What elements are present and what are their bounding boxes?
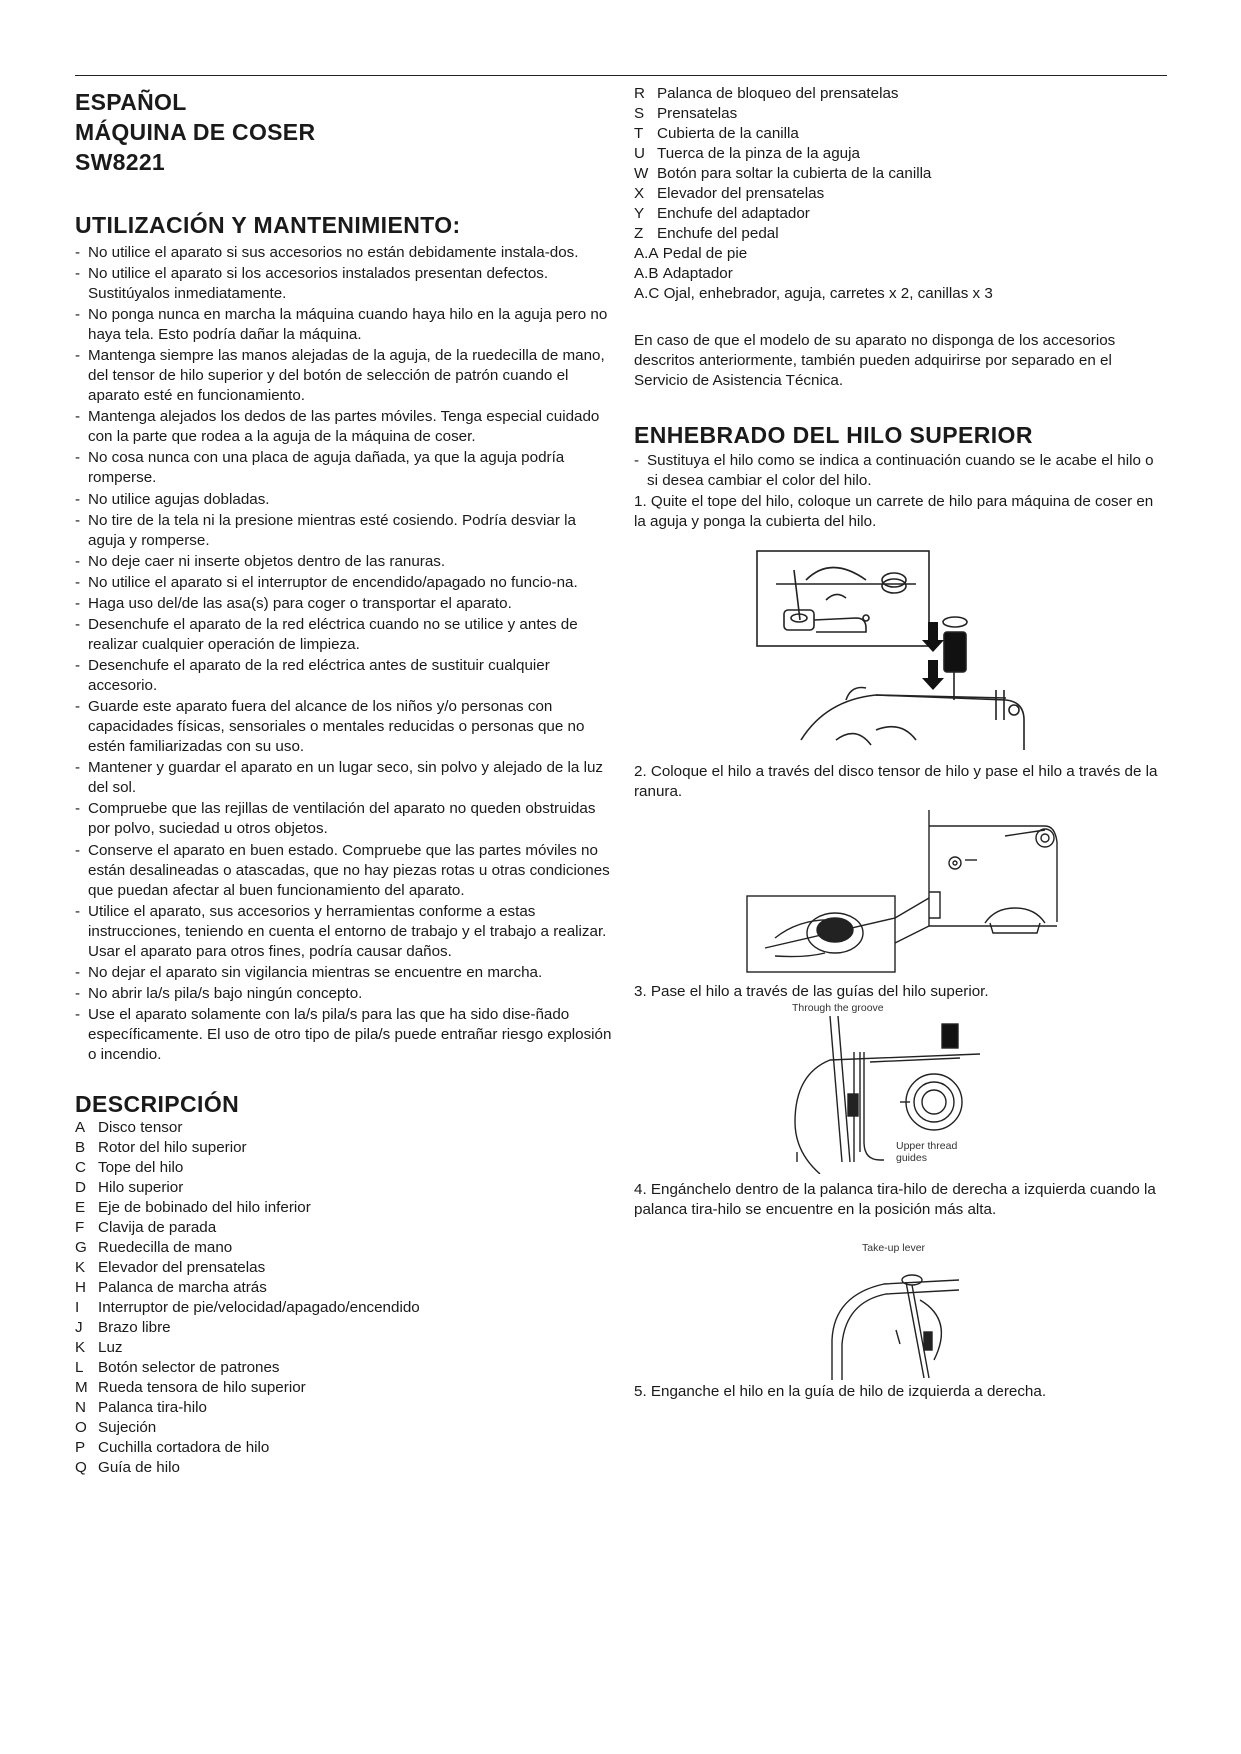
document-title (75, 87, 615, 177)
usage-item: - No utilice el aparato si sus accesorios no están debidamente instala-dos. (75, 243, 615, 263)
description-item: H Palanca de marcha atrás (75, 1278, 267, 1296)
threading-intro-list (634, 451, 1168, 491)
figure-tension-disc (745, 808, 1085, 976)
usage-item: - No deje caer ni inserte objetos dentro de las ranuras. (75, 552, 615, 572)
usage-list (75, 243, 615, 1065)
threading-heading: ENHEBRADO DEL HILO SUPERIOR (634, 422, 1033, 448)
step-1-text: 1. Quite el tope del hilo, coloque un carrete de hilo para máquina de coser en la aguja y ponga la cubierta del hilo. (634, 493, 1154, 531)
description-item: D Hilo superior (75, 1178, 184, 1196)
description-item: X Elevador del prensatelas (634, 185, 825, 202)
figure-thread-guides (760, 1002, 1000, 1174)
usage-item: - No utilice el aparato si el interruptor de encendido/apagado no funcio-na. (75, 573, 615, 593)
description-item: U Tuerca de la pinza de la aguja (634, 145, 860, 162)
description-item: F Clavija de parada (75, 1218, 217, 1236)
usage-item: - Haga uso del/de las asa(s) para coger o transportar el aparato. (75, 594, 615, 614)
description-item: N Palanca tira-hilo (75, 1398, 207, 1416)
threading-intro: - Sustituya el hilo como se indica a continuación cuando se le acabe el hilo o si desea cambiar el color del hilo. (634, 451, 1168, 491)
description-item: A.A Pedal de pie (634, 245, 748, 262)
description-item: T Cubierta de la canilla (634, 125, 799, 142)
description-item: A.C Ojal, enhebrador, aguja, carretes x 2, canillas x 3 (634, 285, 993, 302)
spool-diagram (756, 550, 1046, 760)
usage-item: - Guarde este aparato fuera del alcance de los niños y/o personas con capacidades físicas, sensoriales o mentales reducidas o personas que no estén familiarizadas con su uso. (75, 697, 615, 757)
description-heading: DESCRIPCIÓN (75, 1090, 240, 1117)
title-model: SW8221 (75, 149, 166, 175)
description-list (75, 1118, 615, 1478)
usage-item: - No utilice agujas dobladas. (75, 490, 615, 510)
description-item: I Interruptor de pie/velocidad/apagado/encendido (75, 1298, 420, 1316)
right-column (634, 84, 1168, 1402)
description-item: Q Guía de hilo (75, 1458, 180, 1476)
description-item: A.B Adaptador (634, 265, 733, 282)
description-item: W Botón para soltar la cubierta de la canilla (634, 165, 932, 182)
description-item: M Rueda tensora de hilo superior (75, 1378, 306, 1396)
title-language: ESPAÑOL (75, 89, 187, 115)
usage-item: - Desenchufe el aparato de la red eléctrica cuando no se utilice y antes de realizar cualquier operación de limpieza. (75, 615, 615, 655)
figure-take-up-lever (824, 1240, 964, 1380)
description-item: G Ruedecilla de mano (75, 1238, 233, 1256)
usage-item: - Use el aparato solamente con la/s pila/s para las que ha sido dise-ñado específicamente. El uso de otro tipo de pila/s puede entrañar riesgo explosión o incendio. (75, 1005, 615, 1065)
description-item: Y Enchufe del adaptador (634, 205, 810, 222)
description-item: K Luz (75, 1338, 123, 1356)
description-item: Z Enchufe del pedal (634, 225, 779, 242)
usage-item: - No abrir la/s pila/s bajo ningún concepto. (75, 984, 615, 1004)
take-up-lever-diagram (824, 1240, 964, 1380)
description-item: R Palanca de bloqueo del prensatelas (634, 85, 899, 102)
label-take-up-lever: Take-up lever (862, 1242, 926, 1255)
step-2-text: 2. Coloque el hilo a través del disco tensor de hilo y pase el hilo a través de la ranura. (634, 763, 1158, 801)
top-rule (75, 75, 1167, 76)
label-through-groove: Through the groove (792, 1002, 884, 1015)
usage-item: - Mantenga alejados los dedos de las partes móviles. Tenga especial cuidado con la parte que rodea a la aguja de la máquina de coser. (75, 407, 615, 447)
description-list-continued (634, 84, 1168, 304)
usage-item: - No dejar el aparato sin vigilancia mientras se encuentre en marcha. (75, 963, 615, 983)
figure-spool (756, 550, 1046, 760)
usage-item: - No cosa nunca con una placa de aguja dañada, ya que la aguja podría romperse. (75, 448, 615, 488)
usage-item: - Utilice el aparato, sus accesorios y herramientas conforme a estas instrucciones, teniendo en cuenta el entorno de trabajo y el trabajo a realizar. Usar el aparato para otros fines, podría causar daños. (75, 902, 615, 962)
usage-item: - Desenchufe el aparato de la red eléctrica antes de sustituir cualquier accesorio. (75, 656, 615, 696)
step-5-text: 5. Enganche el hilo en la guía de hilo de izquierda a derecha. (634, 1383, 1047, 1401)
label-upper-thread-guides: Upper thread guides (896, 1140, 958, 1165)
description-item: C Tope del hilo (75, 1158, 184, 1176)
title-product: MÁQUINA DE COSER (75, 119, 316, 145)
description-item: B Rotor del hilo superior (75, 1138, 247, 1156)
usage-item: - No tire de la tela ni la presione mientras esté cosiendo. Podría desviar la aguja y romperse. (75, 511, 615, 551)
description-item: K Elevador del prensatelas (75, 1258, 266, 1276)
tension-disc-diagram (745, 808, 1085, 976)
usage-heading: UTILIZACIÓN Y MANTENIMIENTO: (75, 212, 461, 238)
description-item: E Eje de bobinado del hilo inferior (75, 1198, 311, 1216)
description-item: A Disco tensor (75, 1118, 183, 1136)
description-item: P Cuchilla cortadora de hilo (75, 1438, 270, 1456)
usage-item: - Mantener y guardar el aparato en un lugar seco, sin polvo y alejado de la luz del sol. (75, 758, 615, 798)
description-item: J Brazo libre (75, 1318, 171, 1336)
description-item: O Sujeción (75, 1418, 157, 1436)
description-item: L Botón selector de patrones (75, 1358, 280, 1376)
usage-item: - No utilice el aparato si los accesorios instalados presentan defectos. Sustitúyalos inmediatamente. (75, 264, 615, 304)
step-4-text: 4. Engánchelo dentro de la palanca tira-hilo de derecha a izquierda cuando la palanca tira-hilo se encuentre en la posición más alta. (634, 1181, 1156, 1219)
step-3-text: 3. Pase el hilo a través de las guías del hilo superior. (634, 983, 989, 1001)
usage-item: - Conserve el aparato en buen estado. Compruebe que las partes móviles no están desalineadas o atascadas, que no hay piezas rotas u otras condiciones que puedan afectar al buen funcionamiento del aparato. (75, 841, 615, 901)
usage-item: - Mantenga siempre las manos alejadas de la aguja, de la ruedecilla de mano, del tensor de hilo superior y del botón de selección de patrón cuando el aparato esté en funcionamiento. (75, 346, 615, 406)
accessories-note: En caso de que el modelo de su aparato no disponga de los accesorios descritos anteriormente, también pueden adquirirse por separado en el Servicio de Asistencia Técnica. (634, 332, 1116, 389)
left-column (75, 84, 615, 1478)
usage-item: - No ponga nunca en marcha la máquina cuando haya hilo en la aguja pero no haya tela. Esto podría dañar la máquina. (75, 305, 615, 345)
description-item: S Prensatelas (634, 105, 738, 122)
usage-item: - Compruebe que las rejillas de ventilación del aparato no queden obstruidas por polvo, suciedad u otros objetos. (75, 799, 615, 839)
